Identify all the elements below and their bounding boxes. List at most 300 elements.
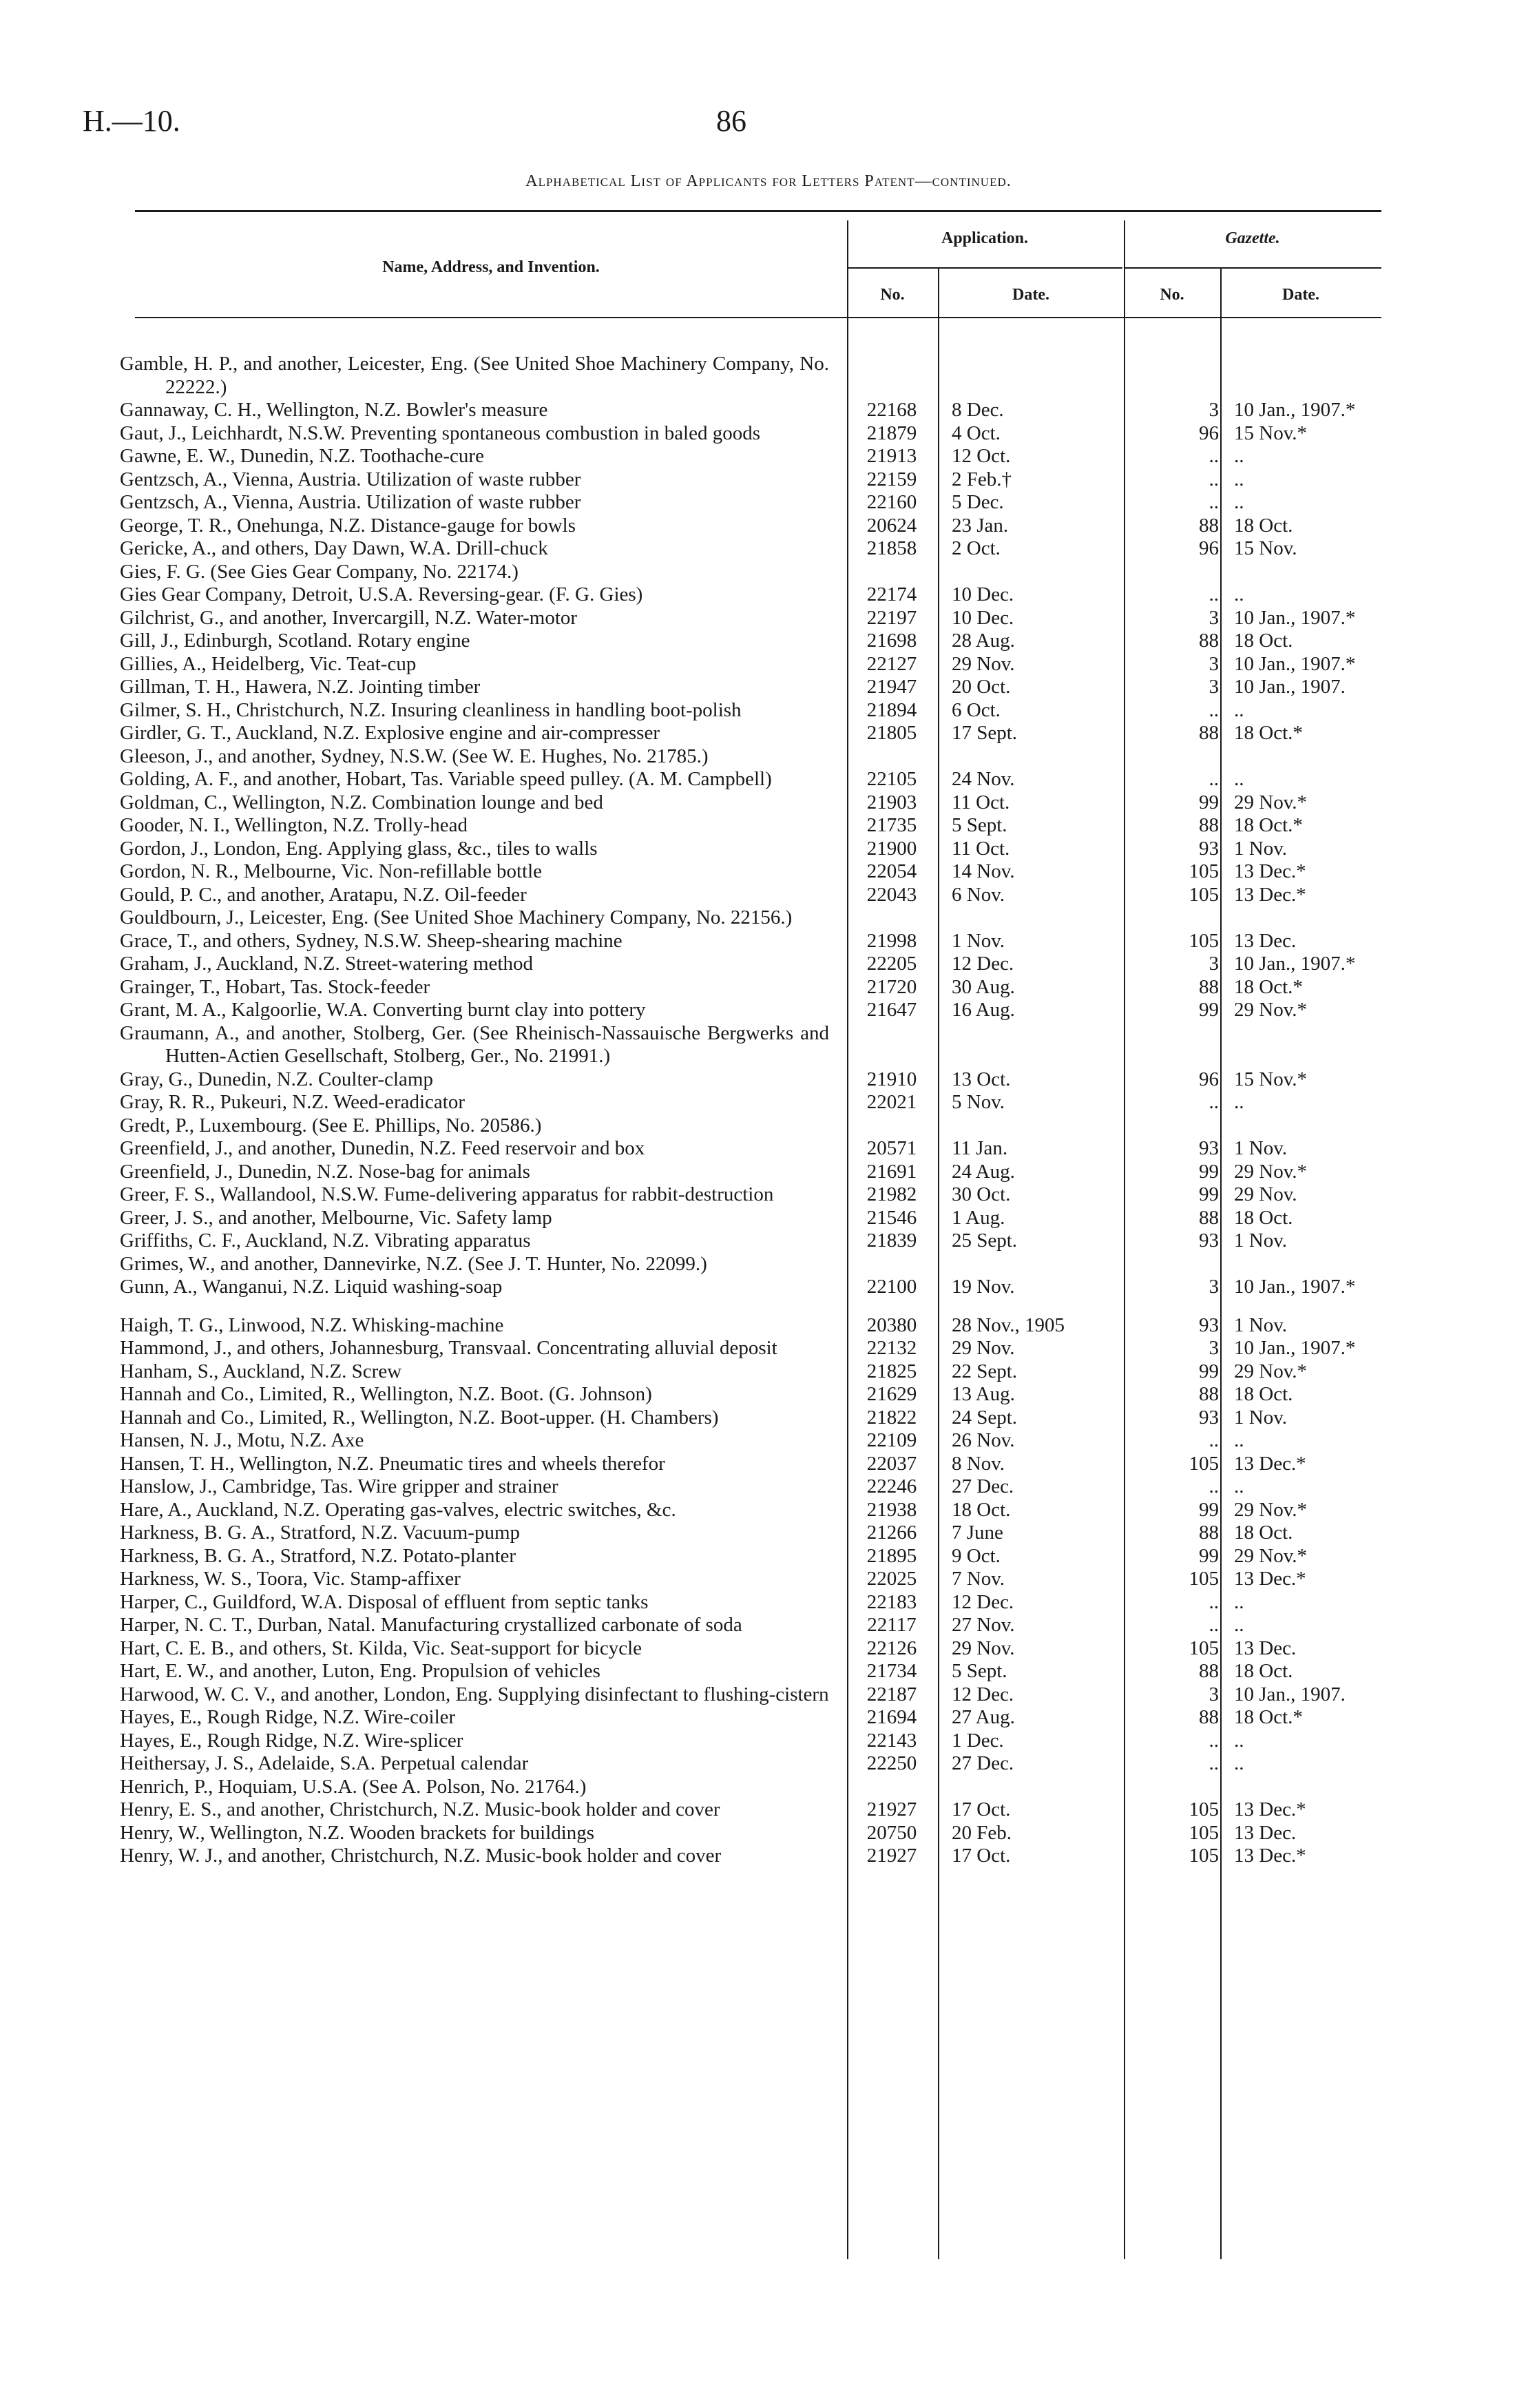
applicant-entry <box>120 768 829 791</box>
gazette-number: .. <box>1209 1614 1219 1636</box>
applicant-entry <box>120 1360 829 1384</box>
application-date: 12 Dec. <box>952 953 1014 975</box>
gazette-number: .. <box>1209 1752 1219 1774</box>
table-row <box>0 1614 1537 1637</box>
table-row <box>0 1383 1537 1407</box>
gazette-date: 18 Oct.* <box>1234 814 1303 836</box>
entry-text: Gentzsch, A., Vienna, Austria. Utilization of waste rubber <box>120 468 581 490</box>
gazette-date: .. <box>1234 1091 1244 1113</box>
gazette-date: .. <box>1234 468 1244 490</box>
applicant-entry <box>120 1314 829 1338</box>
gazette-date: .. <box>1234 445 1244 467</box>
application-date: 29 Nov. <box>952 652 1015 675</box>
gazette-date: .. <box>1234 1614 1244 1636</box>
table-row <box>0 353 1537 399</box>
applicant-entry <box>120 561 829 584</box>
application-number: 20624 <box>866 514 917 537</box>
application-date: 6 Nov. <box>952 883 1005 906</box>
applicant-entry <box>120 583 829 607</box>
entry-text: Harkness, B. G. A., Stratford, N.Z. Vacuum-pump <box>120 1522 521 1544</box>
application-number: 21947 <box>866 676 917 698</box>
gazette-number: .. <box>1209 1590 1219 1613</box>
entry-text: Harper, N. C. T., Durban, Natal. Manufacturing crystallized carbonate of soda <box>120 1614 742 1636</box>
application-number: 22043 <box>866 883 917 906</box>
gazette-number: 93 <box>1199 1229 1219 1252</box>
applicant-entry <box>120 537 829 561</box>
application-date: 7 Nov. <box>952 1568 1005 1590</box>
applicant-entry <box>120 468 829 492</box>
gazette-date: 29 Nov.* <box>1234 1160 1308 1183</box>
application-number: 22246 <box>866 1475 917 1497</box>
table-row <box>0 1114 1537 1138</box>
gazette-number: 105 <box>1189 1452 1219 1475</box>
table-row <box>0 1499 1537 1522</box>
application-date: 7 June <box>952 1522 1003 1544</box>
entry-text: Grace, T., and others, Sydney, N.S.W. Sheep-shearing machine <box>120 929 623 952</box>
table-row <box>0 884 1537 907</box>
gazette-date: .. <box>1234 1729 1244 1752</box>
applicant-entry <box>120 1568 829 1591</box>
application-number: 21913 <box>866 445 917 467</box>
header-name-address-invention: Name, Address, and Invention. <box>382 258 600 276</box>
table-row <box>0 1475 1537 1499</box>
application-date: 13 Oct. <box>952 1068 1011 1090</box>
table-row <box>0 1429 1537 1453</box>
application-number: 22025 <box>866 1568 917 1590</box>
gazette-date: 29 Nov.* <box>1234 791 1308 813</box>
gazette-number: 105 <box>1189 860 1219 882</box>
table-row <box>0 1207 1537 1230</box>
application-number: 22100 <box>866 1276 917 1298</box>
entry-text: Graham, J., Auckland, N.Z. Street-watering method <box>120 953 533 975</box>
applicants-list <box>0 353 1537 1868</box>
gazette-number: 88 <box>1199 1383 1219 1405</box>
gazette-date: 18 Oct. <box>1234 1206 1293 1229</box>
application-number: 22187 <box>866 1683 917 1705</box>
application-number: 22174 <box>866 583 917 605</box>
table-row <box>0 445 1537 468</box>
gazette-date: 10 Jan., 1907.* <box>1234 1276 1356 1298</box>
entry-text: Hanham, S., Auckland, N.Z. Screw <box>120 1360 402 1382</box>
applicant-entry <box>120 1137 829 1161</box>
gazette-number: 93 <box>1199 1314 1219 1336</box>
applicant-entry <box>120 1845 829 1868</box>
application-number: 21910 <box>866 1068 917 1090</box>
application-date: 5 Sept. <box>952 1660 1007 1682</box>
application-date: 1 Dec. <box>952 1729 1004 1752</box>
gazette-number: 88 <box>1199 1206 1219 1229</box>
table-row <box>0 1637 1537 1661</box>
table-row <box>0 1522 1537 1545</box>
gazette-date: 13 Dec.* <box>1234 883 1306 906</box>
gazette-number: 3 <box>1209 652 1219 675</box>
application-number: 21266 <box>866 1522 917 1544</box>
entry-text: Gentzsch, A., Vienna, Austria. Utilization of waste rubber <box>120 491 581 513</box>
application-date: 24 Aug. <box>952 1160 1015 1183</box>
entry-text: Harper, C., Guildford, W.A. Disposal of effluent from septic tanks <box>120 1590 649 1613</box>
applicant-entry <box>120 976 829 999</box>
entry-text: Hannah and Co., Limited, R., Wellington, N.Z. Boot. (G. Johnson) <box>120 1383 652 1405</box>
entry-text: Greer, F. S., Wallandool, N.S.W. Fume-delivering apparatus for rabbit-destruction <box>120 1183 774 1205</box>
application-date: 16 Aug. <box>952 999 1015 1021</box>
gazette-number: 88 <box>1199 1660 1219 1682</box>
gazette-number: 105 <box>1189 1821 1219 1844</box>
table-row <box>0 422 1537 446</box>
gazette-date: 1 Nov. <box>1234 1406 1288 1429</box>
table-row <box>0 468 1537 492</box>
gazette-number: 99 <box>1199 999 1219 1021</box>
application-number: 22132 <box>866 1337 917 1359</box>
entry-text: Gilchrist, G., and another, Invercargill, N.Z. Water-motor <box>120 606 578 629</box>
applicant-entry <box>120 1660 829 1683</box>
gazette-number: 105 <box>1189 929 1219 952</box>
gazette-date: 10 Jan., 1907.* <box>1234 399 1356 421</box>
application-number: 21895 <box>866 1544 917 1567</box>
entry-text: Gaut, J., Leichhardt, N.S.W. Preventing spontaneous combustion in baled goods <box>120 422 761 444</box>
gazette-number: 93 <box>1199 837 1219 860</box>
applicant-entry <box>120 860 829 884</box>
applicant-entry <box>120 399 829 422</box>
gazette-number: 99 <box>1199 1160 1219 1183</box>
header-bottom-rule <box>135 317 1381 318</box>
gazette-date: .. <box>1234 583 1244 605</box>
entry-text: Hart, E. W., and another, Luton, Eng. Propulsion of vehicles <box>120 1660 600 1682</box>
entry-text: Harwood, W. C. V., and another, London, Eng. Supplying disinfectant to flushing-cistern <box>120 1683 829 1705</box>
applicant-entry <box>120 1453 829 1476</box>
applicant-entry <box>120 422 829 446</box>
entry-text: Gordon, N. R., Melbourne, Vic. Non-refillable bottle <box>120 860 543 882</box>
applicant-entry <box>120 1822 829 1845</box>
gazette-number: 99 <box>1199 791 1219 813</box>
entry-text: Gillies, A., Heidelberg, Vic. Teat-cup <box>120 652 417 675</box>
applicant-entry <box>120 1752 829 1776</box>
table-row <box>0 699 1537 723</box>
gazette-number: .. <box>1209 768 1219 790</box>
gazette-number: 3 <box>1209 953 1219 975</box>
applicant-entry <box>120 699 829 723</box>
application-date: 6 Oct. <box>952 698 1001 721</box>
entry-text: Grimes, W., and another, Dannevirke, N.Z. (See J. T. Hunter, No. 22099.) <box>120 1252 707 1275</box>
application-number: 22037 <box>866 1452 917 1475</box>
gazette-number: 88 <box>1199 814 1219 836</box>
entry-text: Gilmer, S. H., Christchurch, N.Z. Insuring cleanliness in handling boot-polish <box>120 698 742 721</box>
gazette-date: .. <box>1234 491 1244 513</box>
application-number: 21894 <box>866 698 917 721</box>
applicant-entry <box>120 1522 829 1545</box>
application-date: 12 Oct. <box>952 445 1011 467</box>
table-row <box>0 930 1537 953</box>
applicant-entry <box>120 445 829 468</box>
applicant-entry <box>120 1614 829 1637</box>
gazette-date: 10 Jan., 1907.* <box>1234 652 1356 675</box>
applicant-entry <box>120 1068 829 1092</box>
entry-text: Griffiths, C. F., Auckland, N.Z. Vibrating apparatus <box>120 1229 531 1252</box>
table-row <box>0 1337 1537 1360</box>
table-row <box>0 1568 1537 1591</box>
entry-text: Gleeson, J., and another, Sydney, N.S.W. (See W. E. Hughes, No. 21785.) <box>120 745 709 767</box>
application-date: 12 Dec. <box>952 1590 1014 1613</box>
applicant-entry <box>120 653 829 676</box>
application-number: 22021 <box>866 1091 917 1113</box>
applicant-entry <box>120 1730 829 1753</box>
application-number: 21694 <box>866 1706 917 1728</box>
applicant-entry <box>120 1429 829 1453</box>
application-number: 21734 <box>866 1660 917 1682</box>
gazette-sub-rule <box>1124 267 1381 269</box>
table-row <box>0 399 1537 422</box>
table-row <box>0 1776 1537 1799</box>
gazette-number: 93 <box>1199 1406 1219 1429</box>
table-row <box>0 676 1537 699</box>
application-date: 27 Nov. <box>952 1614 1015 1636</box>
entry-text: Gawne, E. W., Dunedin, N.Z. Toothache-cure <box>120 445 484 467</box>
header-application-date: Date. <box>1012 286 1049 304</box>
entry-text: Gillman, T. H., Hawera, N.Z. Jointing timber <box>120 676 481 698</box>
applicant-entry <box>120 791 829 815</box>
application-date: 17 Oct. <box>952 1798 1011 1820</box>
applicant-entry <box>120 814 829 838</box>
application-number: 21647 <box>866 999 917 1021</box>
entry-text: Gamble, H. P., and another, Leicester, Eng. (See United Shoe Machinery Company, No. 22222.) <box>120 353 829 398</box>
gazette-number: 105 <box>1189 1798 1219 1820</box>
entry-text: Henry, E. S., and another, Christchurch, N.Z. Music-book holder and cover <box>120 1798 720 1820</box>
table-row <box>0 1407 1537 1430</box>
table-row <box>0 1706 1537 1730</box>
applicant-entry <box>120 1407 829 1430</box>
application-date: 11 Jan. <box>952 1137 1008 1159</box>
applicant-entry <box>120 999 829 1022</box>
application-number: 21822 <box>866 1406 917 1429</box>
application-date: 10 Dec. <box>952 606 1014 629</box>
applicant-entry <box>120 930 829 953</box>
table-row <box>0 537 1537 561</box>
gazette-date: 18 Oct. <box>1234 630 1293 652</box>
application-number: 22126 <box>866 1637 917 1659</box>
gazette-date: .. <box>1234 768 1244 790</box>
gazette-number: 96 <box>1199 1068 1219 1090</box>
application-date: 4 Oct. <box>952 422 1001 444</box>
entry-text: Goldman, C., Wellington, N.Z. Combination lounge and bed <box>120 791 603 813</box>
application-number: 22054 <box>866 860 917 882</box>
applicant-entry <box>120 1183 829 1207</box>
entry-text: Gill, J., Edinburgh, Scotland. Rotary engine <box>120 630 470 652</box>
gazette-number: .. <box>1209 698 1219 721</box>
gazette-date: 29 Nov.* <box>1234 999 1308 1021</box>
table-row <box>0 1276 1537 1299</box>
entry-text: Hammond, J., and others, Johannesburg, Transvaal. Concentrating alluvial deposit <box>120 1337 777 1359</box>
application-number: 22143 <box>866 1729 917 1752</box>
gazette-number: 88 <box>1199 514 1219 537</box>
table-row <box>0 1183 1537 1207</box>
application-number: 20380 <box>866 1314 917 1336</box>
gazette-number: 3 <box>1209 676 1219 698</box>
table-row <box>0 1161 1537 1184</box>
entry-text: Greenfield, J., Dunedin, N.Z. Nose-bag for animals <box>120 1160 530 1183</box>
application-number: 22117 <box>867 1614 917 1636</box>
application-date: 26 Nov. <box>952 1429 1015 1451</box>
application-number: 22159 <box>866 468 917 490</box>
table-row <box>0 1752 1537 1776</box>
application-date: 8 Nov. <box>952 1452 1005 1475</box>
applicant-entry <box>120 1798 829 1822</box>
applicant-entry <box>120 1161 829 1184</box>
table-row <box>0 630 1537 653</box>
application-number: 22127 <box>866 652 917 675</box>
table-row <box>0 583 1537 607</box>
application-number: 21825 <box>866 1360 917 1382</box>
table-row <box>0 976 1537 999</box>
table-row <box>0 1683 1537 1707</box>
applicant-entry <box>120 1776 829 1799</box>
application-number: 21982 <box>866 1183 917 1205</box>
application-date: 17 Oct. <box>952 1845 1011 1867</box>
entry-text: Greer, J. S., and another, Melbourne, Vic. Safety lamp <box>120 1206 552 1229</box>
application-date: 9 Oct. <box>952 1544 1001 1567</box>
application-date: 13 Aug. <box>952 1383 1015 1405</box>
applicant-entry <box>120 630 829 653</box>
gazette-date: 29 Nov.* <box>1234 1360 1308 1382</box>
gazette-number: .. <box>1209 1729 1219 1752</box>
table-row <box>0 1314 1537 1338</box>
application-number: 21720 <box>866 975 917 998</box>
table-row <box>0 561 1537 584</box>
entry-text: Henry, W. J., and another, Christchurch, N.Z. Music-book holder and cover <box>120 1845 722 1867</box>
gazette-date: 1 Nov. <box>1234 1137 1288 1159</box>
entry-text: Henry, W., Wellington, N.Z. Wooden brackets for buildings <box>120 1821 595 1844</box>
application-date: 25 Sept. <box>952 1229 1018 1252</box>
applicant-entry <box>120 1022 829 1068</box>
gazette-number: 105 <box>1189 1845 1219 1867</box>
application-date: 11 Oct. <box>952 837 1010 860</box>
entry-text: Hannah and Co., Limited, R., Wellington, N.Z. Boot-upper. (H. Chambers) <box>120 1406 719 1429</box>
gazette-date: 18 Oct. <box>1234 514 1293 537</box>
table-row <box>0 491 1537 515</box>
entry-text: Gannaway, C. H., Wellington, N.Z. Bowler's measure <box>120 399 548 421</box>
application-date: 27 Aug. <box>952 1706 1015 1728</box>
header-application-no: No. <box>880 286 905 304</box>
gazette-number: 3 <box>1209 399 1219 421</box>
entry-text: Gould, P. C., and another, Aratapu, N.Z. Oil-feeder <box>120 883 527 906</box>
gazette-number: .. <box>1209 445 1219 467</box>
gazette-date: 13 Dec. <box>1234 929 1297 952</box>
gazette-number: 96 <box>1199 422 1219 444</box>
application-number: 21900 <box>866 837 917 860</box>
application-number: 21927 <box>866 1798 917 1820</box>
gazette-date: 18 Oct. <box>1234 1522 1293 1544</box>
application-number: 22197 <box>866 606 917 629</box>
gazette-date: 15 Nov.* <box>1234 422 1308 444</box>
applicant-entry <box>120 1475 829 1499</box>
applicant-entry <box>120 953 829 976</box>
gazette-number: 93 <box>1199 1137 1219 1159</box>
entry-text: Harkness, W. S., Toora, Vic. Stamp-affixer <box>120 1568 461 1590</box>
entry-text: Haigh, T. G., Linwood, N.Z. Whisking-machine <box>120 1314 504 1336</box>
application-number: 22105 <box>866 768 917 790</box>
gazette-date: 13 Dec. <box>1234 1637 1297 1659</box>
application-date: 11 Oct. <box>952 791 1010 813</box>
table-row <box>0 999 1537 1022</box>
gazette-number: 105 <box>1189 1637 1219 1659</box>
application-number: 22109 <box>866 1429 917 1451</box>
gazette-date: 18 Oct. <box>1234 1383 1293 1405</box>
entry-text: Gredt, P., Luxembourg. (See E. Phillips, No. 20586.) <box>120 1114 542 1136</box>
entry-text: Heithersay, J. S., Adelaide, S.A. Perpetual calendar <box>120 1752 529 1774</box>
applicant-entry <box>120 1545 829 1568</box>
applicant-entry <box>120 1637 829 1661</box>
table-row <box>0 838 1537 861</box>
gazette-number: 88 <box>1199 1522 1219 1544</box>
header-gazette: Gazette. <box>1225 229 1280 247</box>
application-date: 29 Nov. <box>952 1637 1015 1659</box>
header-gazette-no: No. <box>1160 286 1184 304</box>
gazette-date: 13 Dec.* <box>1234 1798 1306 1820</box>
entry-text: Hansen, T. H., Wellington, N.Z. Pneumatic tires and wheels therefor <box>120 1452 665 1475</box>
entry-text: Golding, A. F., and another, Hobart, Tas. Variable speed pulley. (A. M. Campbell) <box>120 768 772 790</box>
table-row <box>0 1360 1537 1384</box>
gazette-date: 10 Jan., 1907.* <box>1234 606 1356 629</box>
entry-text: Henrich, P., Hoquiam, U.S.A. (See A. Polson, No. 21764.) <box>120 1775 587 1798</box>
entry-text: Graumann, A., and another, Stolberg, Ger. (See Rheinisch-Nassauische Bergwerks and Hutten-Actien Gesellschaft, Stolberg, Ger., No. 21991.) <box>120 1021 829 1067</box>
application-date: 12 Dec. <box>952 1683 1014 1705</box>
entry-text: Gies, F. G. (See Gies Gear Company, No. 22174.) <box>120 560 519 583</box>
application-date: 10 Dec. <box>952 583 1014 605</box>
table-row <box>0 953 1537 976</box>
gazette-date: 1 Nov. <box>1234 1314 1288 1336</box>
gazette-date: 18 Oct.* <box>1234 975 1303 998</box>
entry-text: George, T. R., Onehunga, N.Z. Distance-gauge for bowls <box>120 514 576 537</box>
gazette-date: 29 Nov.* <box>1234 1498 1308 1521</box>
application-date: 5 Dec. <box>952 491 1004 513</box>
application-sub-rule <box>847 267 1122 269</box>
gazette-number: 3 <box>1209 1276 1219 1298</box>
gazette-date: 18 Oct.* <box>1234 1706 1303 1728</box>
applicant-entry <box>120 1229 829 1253</box>
gazette-date: 29 Nov.* <box>1234 1544 1308 1567</box>
application-date: 20 Feb. <box>952 1821 1012 1844</box>
entry-text: Grainger, T., Hobart, Tas. Stock-feeder <box>120 975 430 998</box>
application-number: 21858 <box>866 537 917 559</box>
gazette-date: 13 Dec. <box>1234 1821 1297 1844</box>
table-row <box>0 1022 1537 1068</box>
entry-text: Hayes, E., Rough Ridge, N.Z. Wire-coiler <box>120 1706 456 1728</box>
application-number: 21691 <box>866 1160 917 1183</box>
table-row <box>0 1545 1537 1568</box>
application-date: 24 Sept. <box>952 1406 1018 1429</box>
gazette-date: 13 Dec.* <box>1234 1845 1306 1867</box>
application-date: 30 Oct. <box>952 1183 1011 1205</box>
gazette-date: 13 Dec.* <box>1234 1452 1306 1475</box>
application-number: 21629 <box>866 1383 917 1405</box>
application-number: 21805 <box>866 722 917 744</box>
application-date: 14 Nov. <box>952 860 1015 882</box>
entry-text: Gray, G., Dunedin, N.Z. Coulter-clamp <box>120 1068 433 1090</box>
gazette-date: 10 Jan., 1907.* <box>1234 1337 1356 1359</box>
table-row <box>0 1845 1537 1868</box>
applicant-entry <box>120 722 829 745</box>
application-number: 21546 <box>866 1206 917 1229</box>
gazette-date: 10 Jan., 1907. <box>1234 676 1346 698</box>
gazette-date: .. <box>1234 1429 1244 1451</box>
application-number: 22160 <box>866 491 917 513</box>
entry-text: Gies Gear Company, Detroit, U.S.A. Reversing-gear. (F. G. Gies) <box>120 583 643 605</box>
table-row <box>0 607 1537 630</box>
application-number: 20571 <box>866 1137 917 1159</box>
header-top-rule <box>135 210 1381 212</box>
gazette-number: 88 <box>1199 722 1219 744</box>
application-date: 20 Oct. <box>952 676 1011 698</box>
table-row <box>0 1660 1537 1683</box>
gazette-date: 1 Nov. <box>1234 1229 1288 1252</box>
